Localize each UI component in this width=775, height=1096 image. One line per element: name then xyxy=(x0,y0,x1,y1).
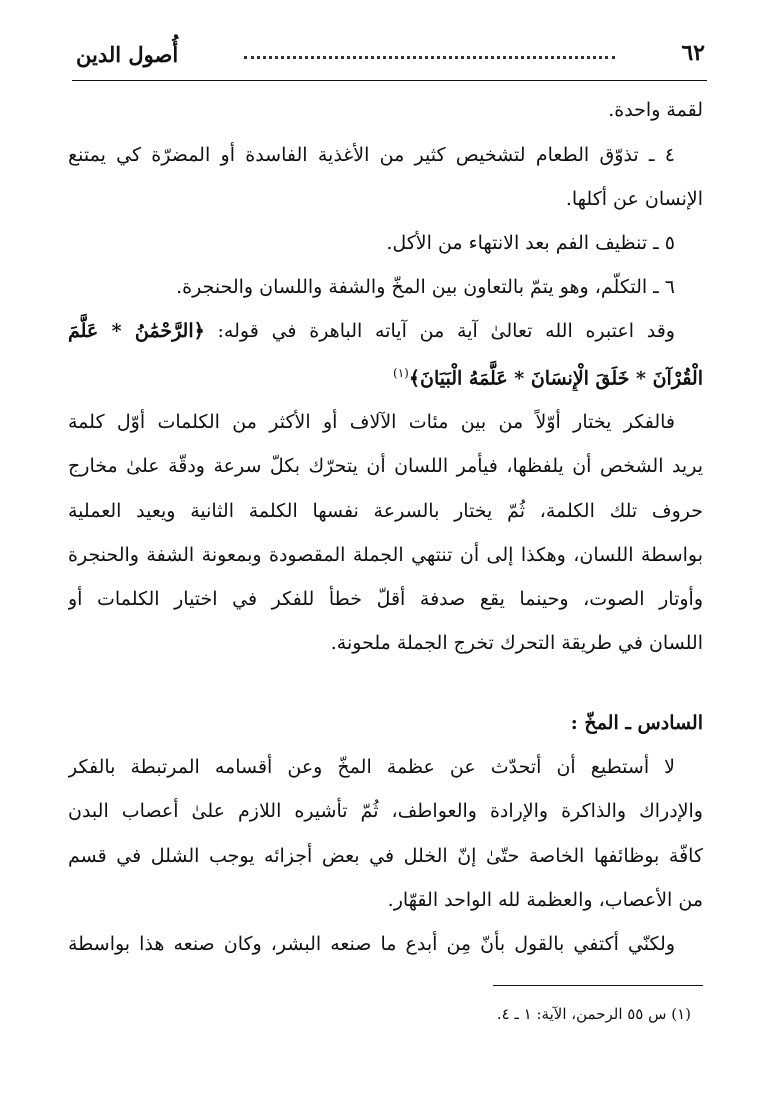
paragraph-line: ٥ ـ تنظيف الفم بعد الانتهاء من الأكل. xyxy=(386,232,675,254)
paragraph-line: بواسطة اللسان، وهكذا إلى أن تنتهي الجملة المقصودة وبمعونة الشفة والحنجرة xyxy=(68,544,703,566)
paragraph-line: كافّة بوظائفها الخاصة حتّىٰ إنّ الخلل في بعض أجزائه يوجب الشلل في قسم xyxy=(68,845,703,867)
footnote-marker: (١) xyxy=(393,366,409,380)
quran-verse: ﴿الرَّحْمَٰنُ * عَلَّمَ xyxy=(68,320,205,342)
paragraph-line: ولكنّي أكتفي بالقول بأنّ مِن أبدع ما صنعه البشر، وكان صنعه هذا بواسطة xyxy=(68,933,675,955)
paragraph-line xyxy=(68,313,703,349)
footnote: (١) س ٥٥ الرحمن، الآية: ١ ـ ٤. xyxy=(496,1005,691,1023)
paragraph-line: فالفكر يختار أوّلاً من بين مئات الآلاف أو الأكثر من الكلمات أوّل كلمة xyxy=(68,411,675,433)
book-title: أُصول الدين xyxy=(76,42,179,67)
paragraph-line: ٦ ـ التكلّم، وهو يتمّ بالتعاون بين المخّ والشفة واللسان والحنجرة. xyxy=(176,276,675,298)
paragraph-line: حروف تلك الكلمة، ثُمّ يختار بالسرعة نفسها الكلمة الثانية ويعيد العملية xyxy=(68,500,703,522)
paragraph-line: لا أستطيع أن أتحدّث عن عظمة المخّ وعن أقسامه المرتبطة بالفكر xyxy=(68,756,675,778)
paragraph-line: ٤ ـ تذوّق الطعام لتشخيص كثير من الأغذية الفاسدة أو المضرّة كي يمتنع xyxy=(68,144,675,166)
section-heading: السادس ـ المخّ : xyxy=(570,712,703,734)
page-number: ٦٢ xyxy=(681,40,705,66)
paragraph-line: الإنسان عن أكلها. xyxy=(565,188,703,210)
page-body xyxy=(68,0,703,1096)
paragraph-line: اللسان في طريقة التحرك تخرج الجملة ملحونة. xyxy=(330,632,703,654)
paragraph-line: وأوتار الصوت، وحينما يقع صدفة أقلّ خطأ للفكر في اختيار الكلمات أو xyxy=(68,588,703,610)
paragraph-line xyxy=(68,355,703,391)
paragraph-line: لقمة واحدة. xyxy=(608,99,703,121)
footnote-divider xyxy=(493,985,703,986)
paragraph-line: من الأعصاب، والعظمة لله الواحد القهّار. xyxy=(387,889,703,911)
quran-verse: الْقُرْآنَ * خَلَقَ الْإِنسَانَ * عَلَّمَهُ الْبَيَانَ﴾ xyxy=(408,367,703,390)
paragraph-line: والإدراك والذاكرة والإرادة والعواطف، ثُمّ تأشيره اللازم علىٰ أعصاب البدن xyxy=(68,800,703,822)
verse-intro: وقد اعتبره الله تعالىٰ آية من آياته الباهرة في قوله: xyxy=(217,320,675,342)
paragraph-line: يريد الشخص أن يلفظها، فيأمر اللسان أن يتحرّك بكلّ سرعة ودقّة علىٰ مخارج xyxy=(68,455,703,477)
